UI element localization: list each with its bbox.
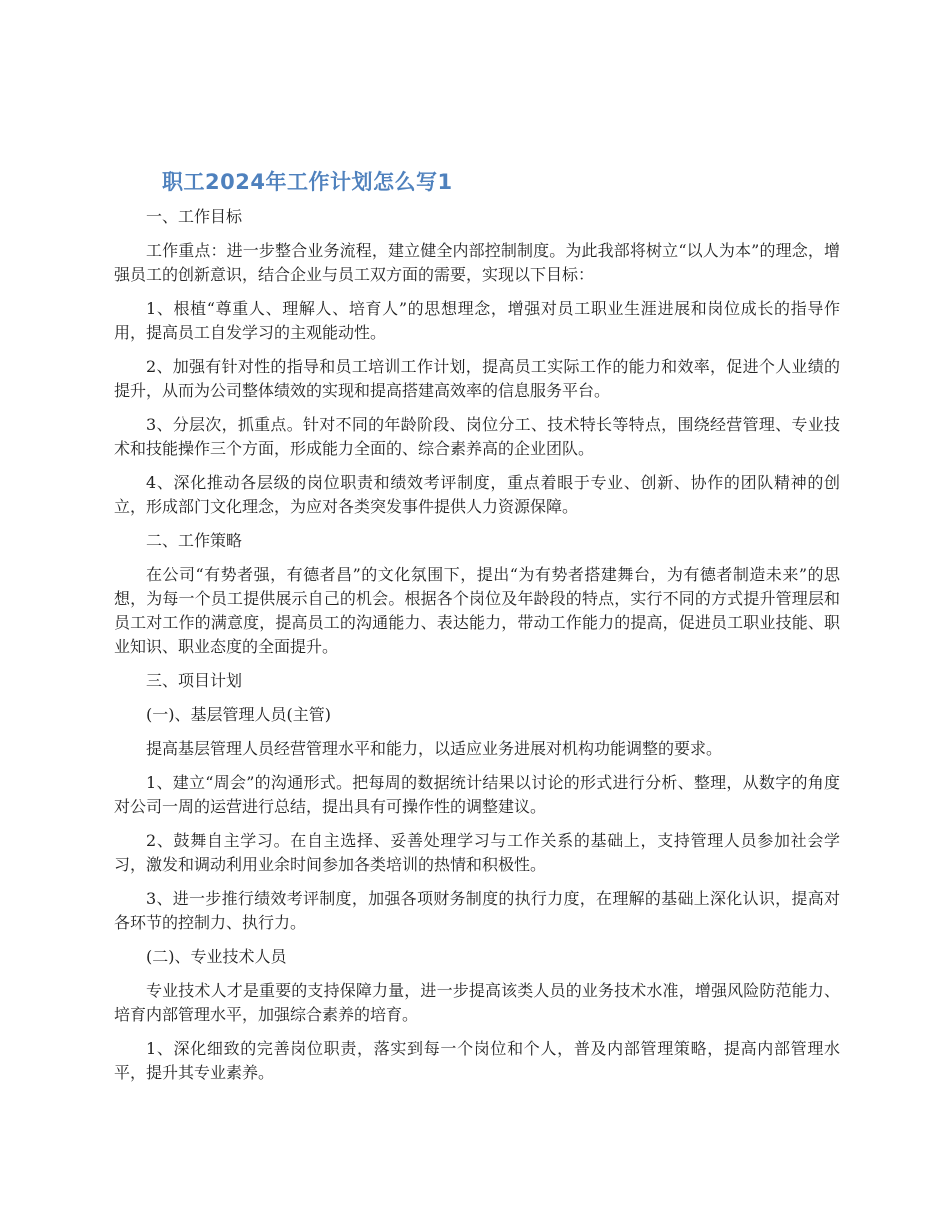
document-body [114,205,840,1095]
subsection-heading: (一)、基层管理人员(主管) [146,705,331,724]
list-item: 1、深化细致的完善岗位职责，落实到每一个岗位和个人，普及内部管理策略，提高内部管理水平，提升其专业素养。 [114,1039,840,1082]
paragraph: 工作重点：进一步整合业务流程，建立健全内部控制制度。为此我部将树立“以人为本”的理念，增强员工的创新意识，结合企业与员工双方面的需要，实现以下目标： [114,241,840,284]
paragraph: 专业技术人才是重要的支持保障力量，进一步提高该类人员的业务技术水准，增强风险防范能力、培育内部管理水平，加强综合素养的培育。 [114,981,840,1024]
list-item: 1、根植“尊重人、理解人、培育人”的思想理念，增强对员工职业生涯进展和岗位成长的指导作用，提高员工自发学习的主观能动性。 [114,299,840,342]
section-heading: 二、工作策略 [146,531,243,550]
list-item: 2、鼓舞自主学习。在自主选择、妥善处理学习与工作关系的基础上，支持管理人员参加社会学习，激发和调动利用业余时间参加各类培训的热情和积极性。 [114,831,840,874]
subsection-heading: (二)、专业技术人员 [146,947,287,966]
list-item: 1、建立“周会”的沟通形式。把每周的数据统计结果以讨论的形式进行分析、整理，从数字的角度对公司一周的运营进行总结，提出具有可操作性的调整建议。 [114,773,840,816]
list-item: 4、深化推动各层级的岗位职责和绩效考评制度，重点着眼于专业、创新、协作的团队精神的创立，形成部门文化理念，为应对各类突发事件提供人力资源保障。 [114,473,840,516]
list-item: 2、加强有针对性的指导和员工培训工作计划，提高员工实际工作的能力和效率，促进个人业绩的提升，从而为公司整体绩效的实现和提高搭建高效率的信息服务平台。 [114,357,840,400]
section-heading: 一、工作目标 [146,207,243,226]
document-title: 职工2024年工作计划怎么写1 [162,170,453,194]
paragraph: 提高基层管理人员经营管理水平和能力，以适应业务进展对机构功能调整的要求。 [146,739,723,758]
section-heading: 三、项目计划 [146,671,243,690]
paragraph: 在公司“有势者强，有德者昌”的文化氛围下，提出“为有势者搭建舞台，为有德者制造未来”的思想，为每一个员工提供展示自己的机会。根据各个岗位及年龄段的特点，实行不同的方式提升管理层和员工对工作的满意度，提高员工的沟通能力、表达能力，带动工作能力的提高，促进员工职业技能、职业知识、职业态度的全面提升。 [114,565,840,656]
list-item: 3、分层次，抓重点。针对不同的年龄阶段、岗位分工、技术特长等特点，围绕经营管理、专业技术和技能操作三个方面，形成能力全面的、综合素养高的企业团队。 [114,415,840,458]
list-item: 3、进一步推行绩效考评制度，加强各项财务制度的执行力度，在理解的基础上深化认识，提高对各环节的控制力、执行力。 [114,889,840,932]
